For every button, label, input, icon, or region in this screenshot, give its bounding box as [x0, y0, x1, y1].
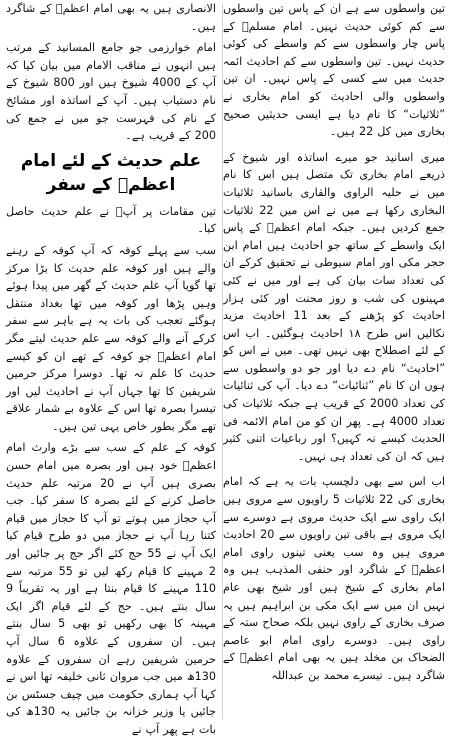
article-paragraph: امام خوارزمی جو جامع المسانید کے مرتب ہیں انہوں نے مناقب الامام میں بیان کیا کہ آپ کے 4000 شیوخ ہیں اور 800 شیوخ کے نام دستیاب ہیں۔ آپ کے اساتذہ اور مشائخ کے نام کی فہرست جو میں نے جمع کی 200 کے قریب ہے۔	[6, 41, 217, 143]
right-column	[223, 0, 445, 723]
left-column	[6, 0, 217, 736]
article-paragraph: میری اسانید جو میرے اساتذہ اور شیوخ کے ذریعے امام بخاری تک متصل ہیں اس کا نام میں نے حلیہ الراوی والقاری باسانید ثلاثیات البخاری رکھا ہے میں نے اس میں 22 ثلاثیات جمع کردیں ہیں۔ جبکہ امام اعظمؒ کے پاس ایک واسطے کے ساتھ جو احادیث ہیں امام ابن حجر مکی اور امام سیوطی نے تحقیق کرکے ان کی تعداد سات بیان کی ہے اور میں نے کئی مہینوں کی شب و روز محنت اور کئی ہزار احادیث کو پڑھنے کے بعد 11 احادیث مزید نکالیں اس طرح ۱۸ احادیث ہوگئیں۔ اب اس کے لئے اصطلاح بھی نہیں تھی۔ میں نے اس کو ”احادیث“ نام دے دیا اور جو دو واسطوں سے ہوں ان کا نام ”ثنائیات“ دے دیا۔ آپ کی ثنائیات کی تعداد 2000 کے قریب ہے جبکہ ثلاثیات کی تعداد 4000 ہے۔ پھر ان کو من امام الائمہ فی الحدیث کیسے نہ کہیں؟ اور رباعیات اتنی کثیر ہیں کہ ان کی تعداد ہی نہیں۔	[223, 150, 446, 463]
article-paragraph: کوفہ کے علم کے سب سے بڑے وارث امام اعظمؒ خود ہیں اور بصرہ میں امام حسن بصری ہیں آپ نے 20 مرتبہ علم حدیث حاصل کرنے کے لئے بصرہ کا سفر کیا۔ جب آپ حجاز میں ہوتے تو آپ کا حجاز میں قیام کتنا رہا آپ نے حجاز میں دو طرح قیام کیا ایک آپ نے 55 حج کئے اگر حج پر جائیں اور 2 مہینے کا قیام رکھ لیں تو 55 مرتبہ سے 110 مہینے کا قیام بنتا ہے اور یہ تقریباً 9 سال بنتے ہیں۔ حج کے لئے قیام اگر ایک مہینہ کا بھی رکھیں تو بھی 5 سال بنتے ہیں۔ ان سفروں کے علاوہ 6 سال آپ حرمین شریفین رہے ان سفروں کے علاوہ 130ھ میں جب مروان ثانی خلیفہ تھا اس نے کہا آپ ہماری حکومت میں چیف جسٹس بن جائیں یا وزیر خزانہ بن جائیں یہ 130ھ کی بات ہے پھر آپ نے	[6, 441, 216, 736]
section-heading: علم حدیث کے لئے امام اعظمؒ کے سفر	[20, 150, 202, 195]
article-paragraph: الانصاری ہیں یہ بھی امام اعظمؒ کے شاگرد ہیں۔	[6, 2, 216, 33]
article-paragraph: تین واسطوں سے ہے ان کے پاس تین واسطوں سے کم کوئی حدیث نہیں۔ امام مسلمؒ کے پاس چار واسطوں سے کم واسطے کی کوئی حدیث نہیں۔ تین واسطوں سے کم احادیث ائمہ حدیث میں سے کسی کے پاس نہیں۔ ان تین واسطوں والی احادیث کو امام بخاری نے ”ثلاثیات“ کا نام دیا ہے ایسی حدیثیں صحیح بخاری میں کل 22 ہیں۔	[223, 2, 445, 139]
column-divider	[222, 4, 223, 719]
article-paragraph: اب اس سے بھی دلچسپ بات یہ ہے کہ امام بخاری کی 22 ثلاثیات 5 راویوں سے مروی ہیں ایک راوی سے ایک حدیث مروی ہے دوسرے سے ایک مروی ہے باقی تین راویوں سے 20 احادیث مروی ہیں وہ سب یعنی تینوں راوی امام اعظمؒ کے شاگرد اور حنفی المذہب ہیں وہ امام بخاری کے شیخ ہیں اور شیخ بھی عام نہیں ان میں سے ایک مکی بن ابراہیم ہیں یہ صرف بخاری کے راوی نہیں بلکہ صحاح ستہ کے راوی ہیں۔ دوسرے راوی امام ابو عاصم الضحاک بن مخلد ہیں یہ بھی امام اعظمؒ کے شاگرد ہیں۔ تیسرے محمد بن عبداللہ	[223, 475, 446, 682]
article-paragraph: سب سے پہلے کوفہ کہ آپ کوفہ کے رہنے والے ہیں اور کوفہ علم حدیث کا بڑا مرکز تھا گویا آپ علم حدیث کے گھر میں پیدا ہوئے وہیں پڑھا اور کوفہ میں تھا بغداد منتقل ہوگئے تعجب کی بات یہ ہے باہر سے سفر کرکے آنے والے کوفہ سے علم حدیث لیتے مگر امام اعظمؒ جو کوفہ کے تھے ان کو کیسے حدیث کا علم نہ تھا۔ دوسرا مرکز حرمین شریفین کا تھا جہاں آپ نے احادیث لیں اور تیسرا بصرہ تھا اس کے علاوہ بے شمار علاقے تھے مگر بطور خاص یہی تین ہیں۔	[6, 243, 216, 433]
article-paragraph: تین مقامات پر آپؒ نے علم حدیث حاصل کیا۔	[6, 204, 216, 236]
